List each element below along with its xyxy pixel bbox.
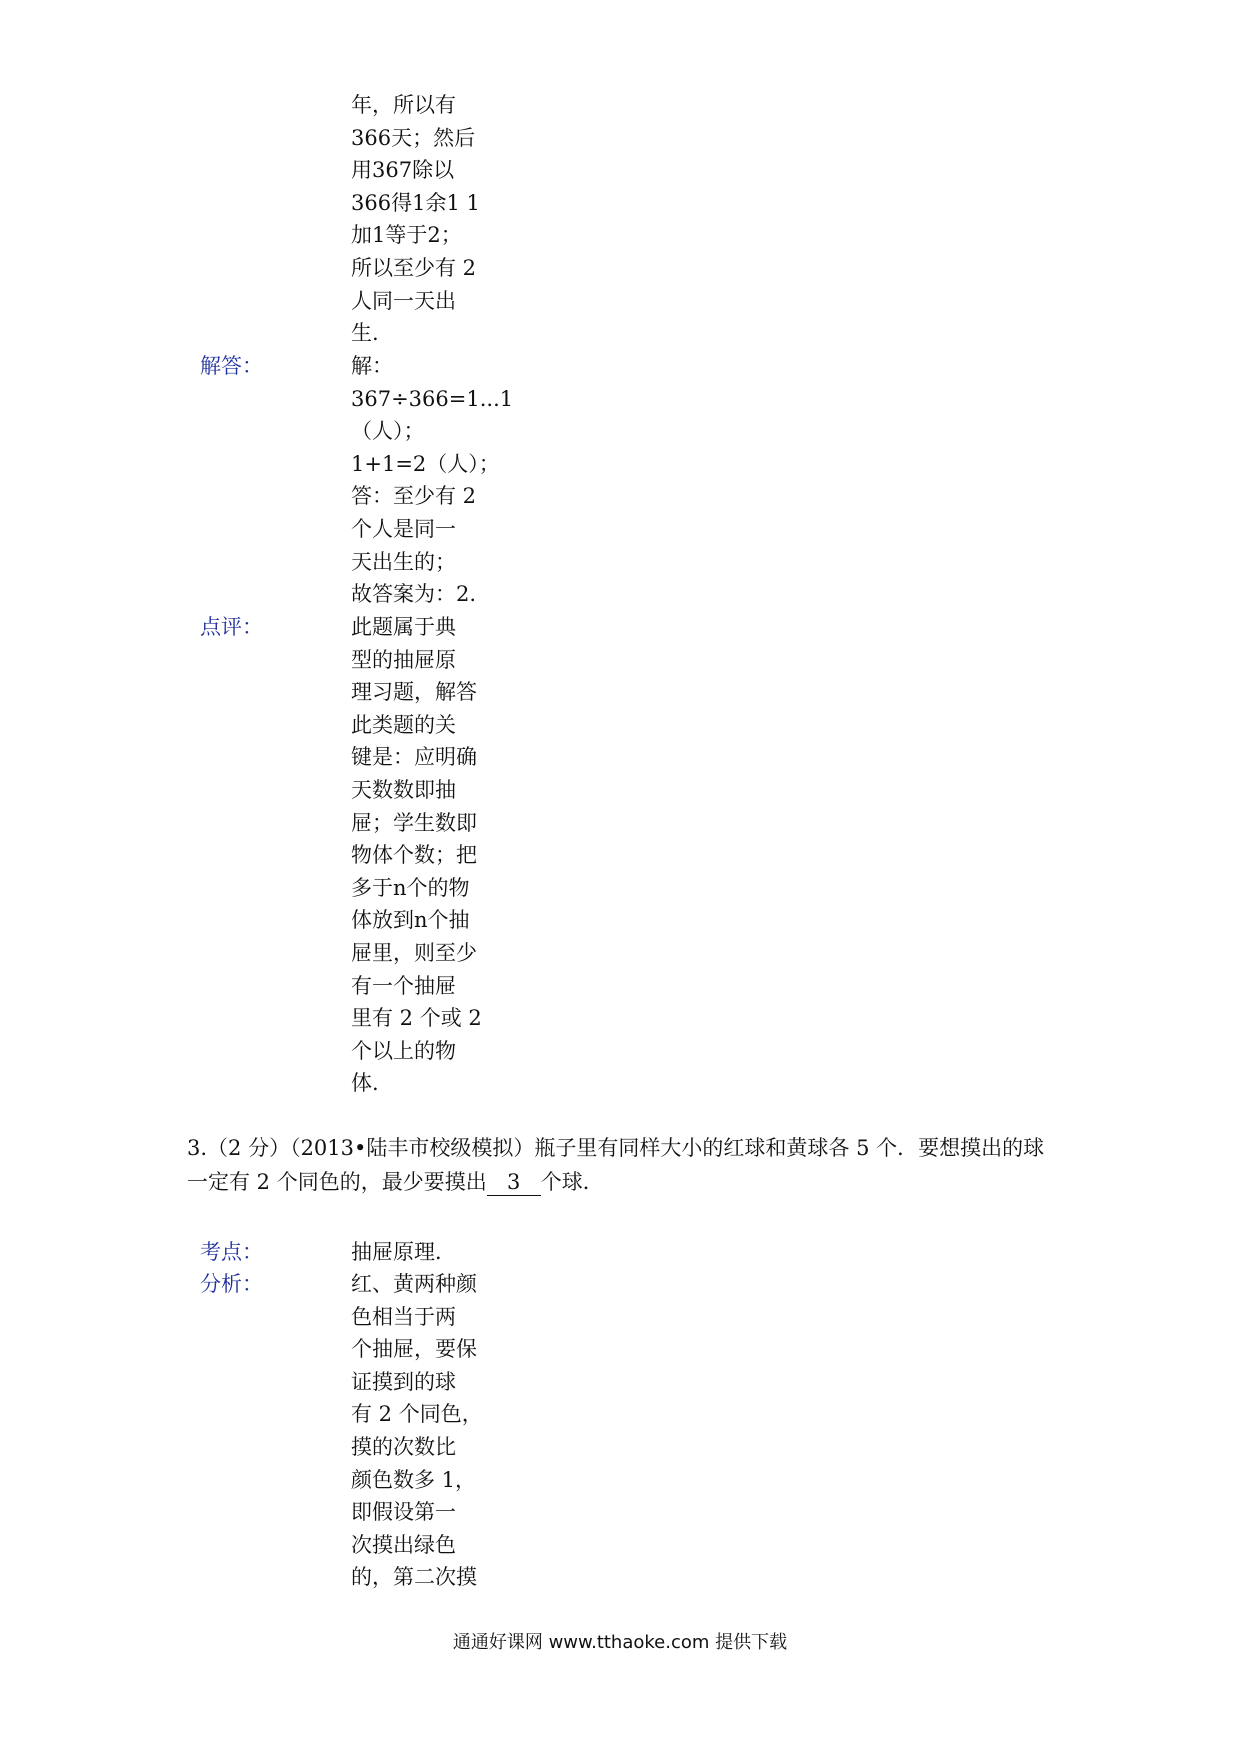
- comment-text: [351, 611, 482, 1100]
- comment-line: 里有 2 个或 2: [351, 1006, 482, 1031]
- analysis-line: 加1等于2；: [351, 223, 462, 248]
- analysis-line: 生.: [351, 321, 379, 346]
- fenxi-line: 颜色数多 1，: [351, 1467, 477, 1492]
- comment-line: 屉里，则至少: [351, 940, 477, 965]
- comment-line: 键是：应明确: [351, 745, 477, 770]
- analysis-line: 年，所以有: [351, 93, 456, 117]
- kaodian-line: 抽屉原理．: [351, 1240, 456, 1264]
- fenxi-line: 红、黄两种颜: [351, 1272, 477, 1296]
- question-3-text: 一定有 2 个同色的，最少要摸出: [187, 1170, 487, 1194]
- comment-line: 此类题的关: [351, 712, 456, 737]
- answer-blank: 3: [487, 1169, 541, 1196]
- kaodian-text: [351, 1236, 456, 1269]
- analysis-line: 366得1余1 1: [351, 190, 480, 215]
- fenxi-line: 个抽屉，要保: [351, 1337, 477, 1362]
- answer-line: 个人是同一: [351, 516, 456, 541]
- answer-line: 解：: [351, 354, 393, 378]
- answer-label: 解答：: [200, 354, 263, 378]
- answer-line: 天出生的；: [351, 549, 456, 574]
- answer-line: 367÷366=1...1: [351, 386, 514, 411]
- analysis-line: 人同一天出: [351, 288, 456, 313]
- fenxi-line: 即假设第一: [351, 1500, 456, 1525]
- comment-line: 屉；学生数即: [351, 810, 477, 835]
- question-3-line-2: [187, 1166, 604, 1199]
- fenxi-label: 分析：: [200, 1272, 263, 1296]
- fenxi-line: 有 2 个同色，: [351, 1402, 483, 1427]
- fenxi-line: 的，第二次摸: [351, 1565, 477, 1590]
- comment-line: 个以上的物: [351, 1038, 456, 1063]
- comment-line: 天数数即抽: [351, 777, 456, 802]
- fenxi-line: 色相当于两: [351, 1304, 456, 1329]
- prev-analysis-tail: [351, 89, 480, 350]
- question-3-text-end: 个球．: [540, 1170, 604, 1194]
- answer-line: 答：至少有 2: [351, 484, 477, 509]
- question-3-line-1: 3.（2 分）（2013•陆丰市校级模拟）瓶子里有同样大小的红球和黄球各 5 个．要想摸出的球: [187, 1136, 1045, 1160]
- answer-line: 故答案为：2.: [351, 582, 477, 607]
- analysis-line: 366天；然后: [351, 125, 476, 150]
- comment-line: 体.: [351, 1071, 379, 1096]
- comment-line: 有一个抽屉: [351, 973, 456, 998]
- kaodian-label: 考点：: [200, 1240, 263, 1264]
- answer-line: （人）；: [351, 419, 425, 444]
- comment-line: 多于n个的物: [351, 875, 470, 900]
- analysis-line: 用367除以: [351, 158, 455, 183]
- fenxi-line: 次摸出绿色: [351, 1532, 456, 1557]
- comment-line: 此题属于典: [351, 615, 456, 639]
- fenxi-line: 摸的次数比: [351, 1434, 456, 1459]
- comment-line: 物体个数；把: [351, 843, 477, 868]
- page-footer: 通通好课网 www.tthaoke.com 提供下载: [452, 1632, 788, 1653]
- comment-line: 体放到n个抽: [351, 908, 470, 933]
- comment-label: 点评：: [200, 615, 263, 639]
- analysis-line: 所以至少有 2: [351, 255, 477, 280]
- answer-text: [351, 350, 513, 611]
- comment-line: 理习题，解答: [351, 680, 477, 705]
- fenxi-line: 证摸到的球: [351, 1369, 456, 1394]
- fenxi-text: [351, 1268, 483, 1594]
- answer-line: 1+1=2（人）；: [351, 451, 500, 476]
- comment-line: 型的抽屉原: [351, 647, 456, 672]
